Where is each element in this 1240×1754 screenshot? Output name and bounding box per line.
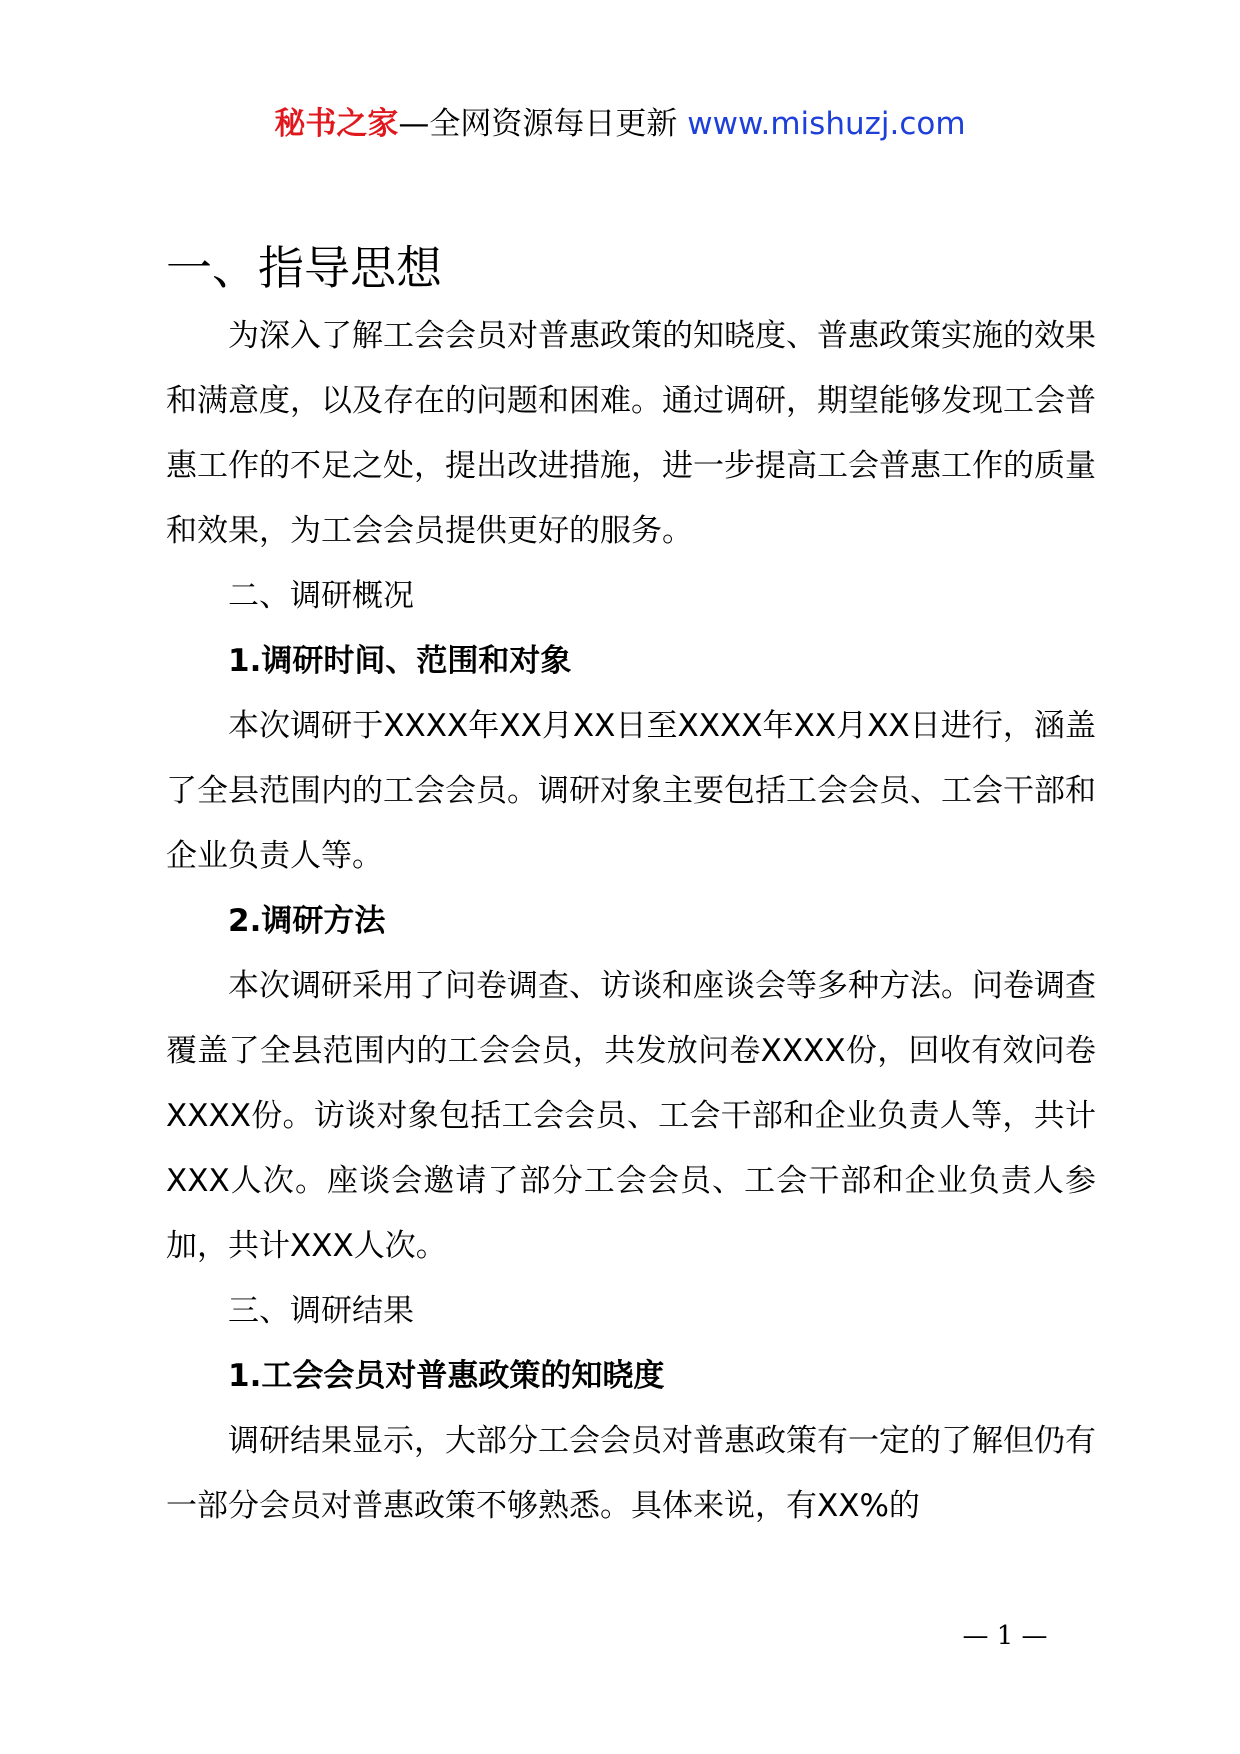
paragraph-guiding-ideology: 为深入了解工会会员对普惠政策的知晓度、普惠政策实施的效果和满意度，以及存在的问题和困难。通过调研，期望能够发现工会普惠工作的不足之处，提出改进措施，进一步提高工会普惠工作的质量和效果，为工会会员提供更好的服务。 (166, 318, 1096, 549)
subsection-title-awareness: 1.工会会员对普惠政策的知晓度 (228, 1358, 665, 1394)
paragraph-time-scope: 本次调研于XXXX年XX月XX日至XXXX年XX月XX日进行，涵盖了全县范围内的工会会员。调研对象主要包括工会会员、工会干部和企业负责人等。 (166, 708, 1096, 874)
section-title-results: 三、调研结果 (228, 1293, 414, 1329)
section-title-guiding-ideology: 一、指导思想 (166, 241, 442, 295)
page-number: — 1 — (962, 1621, 1048, 1651)
site-url-link[interactable]: www.mishuzj.com (687, 106, 966, 142)
subsection-title-methods: 2.调研方法 (228, 903, 386, 939)
document-body (166, 238, 1096, 1539)
banner-tagline: —全网资源每日更新 (398, 106, 688, 142)
section-title-overview: 二、调研概况 (228, 578, 414, 614)
paragraph-awareness: 调研结果显示，大部分工会会员对普惠政策有一定的了解但仍有一部分会员对普惠政策不够熟悉。具体来说，有XX%的 (166, 1423, 1096, 1524)
subsection-title-time-scope: 1.调研时间、范围和对象 (228, 643, 572, 679)
site-banner (0, 102, 1240, 146)
paragraph-methods: 本次调研采用了问卷调查、访谈和座谈会等多种方法。问卷调查覆盖了全县范围内的工会会员，共发放问卷XXXX份，回收有效问卷XXXX份。访谈对象包括工会会员、工会干部和企业负责人等，共计XXX人次。座谈会邀请了部分工会会员、工会干部和企业负责人参加，共计XXX人次。 (166, 968, 1096, 1264)
brand-name: 秘书之家 (274, 106, 399, 142)
